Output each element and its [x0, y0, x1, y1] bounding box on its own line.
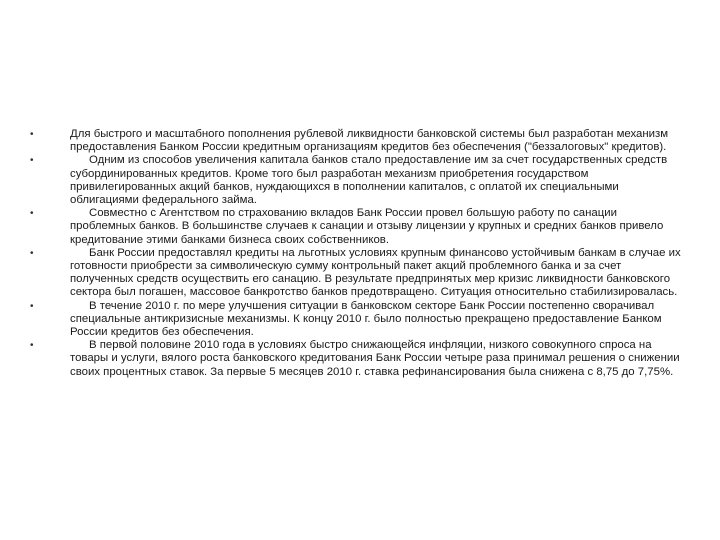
bullet-item-3: [28, 207, 684, 247]
bullet-marker: •: [30, 340, 34, 352]
bullet-item-1: [28, 128, 684, 154]
bullet-list: [28, 128, 684, 379]
bullet-text: Одним из способов увеличения капитала банков стало предоставление им за счет государственных средств субординированных кредитов. Кроме того был разработан механизм приобретения государством привилегированных акций банков, нуждающихся в пополнении капиталов, с оплатой их специальными облигациями федерального займа.: [70, 154, 671, 207]
bullet-marker: •: [30, 208, 34, 220]
bullet-text: Для быстрого и масштабного пополнения рублевой ликвидности банковской системы был разработан механизм предоставления Банком России кредитным организациям кредитов без обеспечения ("беззалоговых" кредитов).: [70, 128, 672, 154]
bullet-item-2: [28, 154, 684, 207]
bullet-text: Банк России предоставлял кредиты на льготных условиях крупным финансово устойчивым банкам в случае их готовности приобрести за символическую сумму контрольный пакет акций проблемного банка и за счет полученных средств осуществить его санацию. В результате предпринятых мер кризис ликвидности банковского сектора был погашен, массовое банкротство банков предотвращено. Ситуация относительно стабилизировалась.: [70, 246, 684, 299]
bullet-text: Совместно с Агентством по страхованию вкладов Банк России провел большую работу по санации проблемных банков. В большинстве случаев к санации и отзыву лицензии у крупных и средних банков привело кредитование этими банками бизнеса своих собственников.: [70, 207, 667, 246]
bullet-text: В течение 2010 г. по мере улучшения ситуации в банковском секторе Банк России постепенно сворачивал специальные антикризисные механизмы. К концу 2010 г. было полностью прекращено предоставление Банком России кредитов без обеспечения.: [70, 299, 665, 339]
bullet-item-4: [28, 247, 684, 300]
bullet-marker: •: [30, 247, 34, 259]
bullet-marker: •: [30, 300, 34, 312]
bullet-text: В первой половине 2010 года в условиях быстро снижающейся инфляции, низкого совокупного спроса на товары и услуги, вялого роста банковского кредитования Банк России четыре раза принимал решения о снижении своих процентных ставок. За первые 5 месяцев 2010 г. ставка рефинансирования была снижена с 8,75 до 7,75%.: [70, 339, 683, 378]
bullet-marker: •: [30, 129, 34, 140]
bullet-item-6: [28, 339, 684, 379]
bullet-marker: •: [30, 155, 34, 167]
bullet-item-5: [28, 300, 684, 340]
